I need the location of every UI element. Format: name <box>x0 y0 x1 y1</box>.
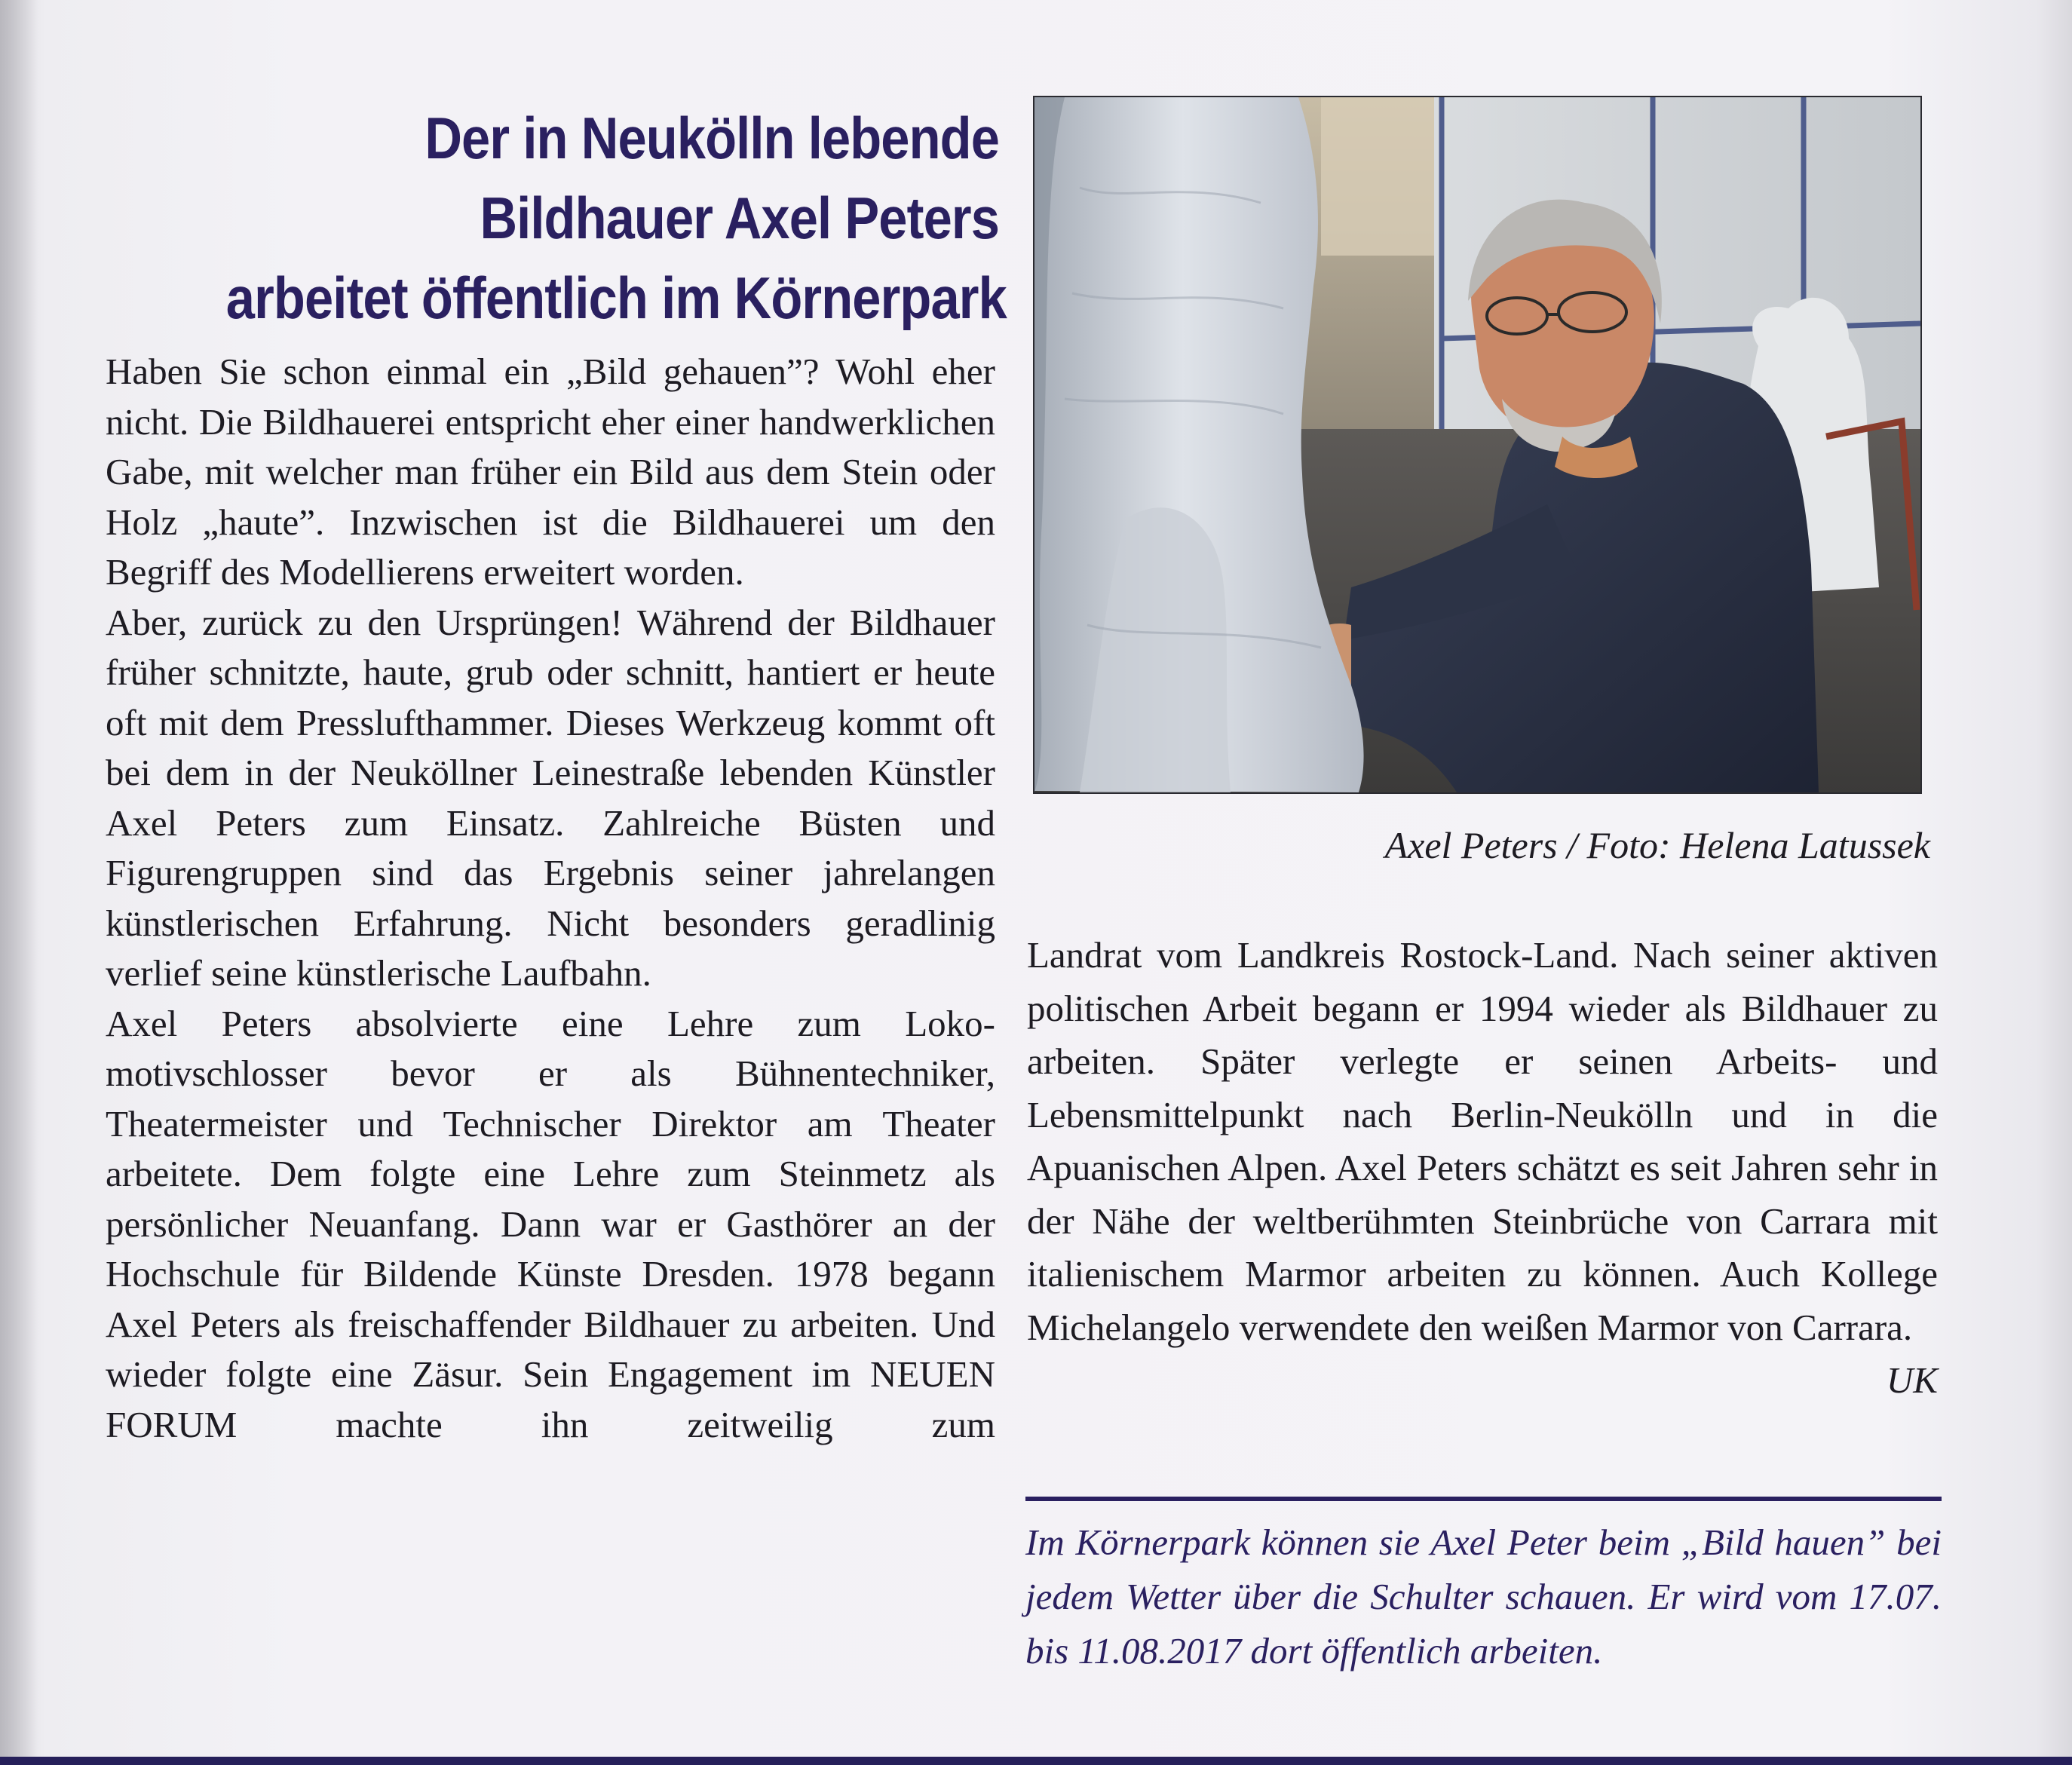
paragraph-intro: Haben Sie schon einmal ein „Bild gehauen”? Wohl eher nicht. Die Bildhauerei entspricht eher einer handwerklichen Gabe, mit welcher man früher ein Bild aus dem Stein oder Holz „haute”. Inzwischen ist die Bildhauerei um den Begriff des Modellierens erweitert worden. <box>106 351 995 593</box>
headline-line-3: arbeitet öffentlich im Körnerpark <box>225 265 1007 331</box>
event-note-box <box>1025 1515 1942 1678</box>
article-body-left-column <box>106 347 995 1450</box>
photo-illustration <box>1034 97 1920 792</box>
article-photo-sculptor <box>1033 96 1922 794</box>
paragraph-biography: Axel Peters absolvierte eine Lehre zum Lokomotivschlosser bevor er als Bühnentechniker, Theatermeister und Technischer Direktor am Theater arbeitete. Dem folgte eine Lehre zum Steinmetz als persönlicher Neuanfang. Dann war er Gasthörer an der Hochschule für Bildende Künste Dresden. 1978 begann Axel Peters als freischaffender Bildhauer zu arbeiten. Und wieder folgte eine Zäsur. Sein Engagement im NEUEN FORUM machte ihn zeitweilig zum <box>106 1002 995 1445</box>
article-headline <box>225 98 1007 338</box>
event-note-text: Im Körnerpark können sie Axel Peter beim „Bild hauen” bei jedem Wetter über die Schulter schauen. Er wird vom 17.07. bis 11.08.2017 dort öffentlich arbeiten. <box>1025 1521 1942 1672</box>
headline-line-2: Bildhauer Axel Peters <box>480 185 999 251</box>
headline-line-1: Der in Neukölln lebende <box>425 105 999 171</box>
continuation-text: Landrat vom Landkreis Rostock-Land. Nach seiner aktiven politischen Arbeit begann er 1994 wieder als Bildhauer zu arbeiten. Später verlegte er seinen Arbeits- und Lebensmittelpunkt nach Berlin-Neukölln und in die Apuanischen Alpen. Axel Peters schätzt es seit Jahren sehr in der Nähe der weltberühmten Steinbrüche von Carrara mit italienischem Marmor arbeiten zu können. Auch Kollege Michelangelo verwendete den weißen Marmor von Carrara. <box>1027 934 1938 1348</box>
paragraph-continuation <box>1027 929 1938 1401</box>
page-gutter-shadow <box>0 0 38 1765</box>
author-signature: UK <box>1886 1359 1938 1401</box>
article-body-right-column <box>1027 929 1938 1408</box>
section-divider <box>1025 1497 1942 1501</box>
photo-caption: Axel Peters / Foto: Helena Latussek <box>1384 824 1930 866</box>
page-bottom-bar <box>0 1757 2072 1765</box>
paragraph-origins: Aber, zurück zu den Ursprüngen! Während der Bildhauer früher schnitzte, haute, grub oder schnitt, hantiert er heute oft mit dem Presslufthammer. Dieses Werkzeug kommt oft bei dem in der Neuköllner Leinestraße lebenden Künstler Axel Peters zum Einsatz. Zahlreiche Büsten und Figurengruppen sind das Ergebnis seiner jahrelangen künstlerischen Erfahrung. Nicht besonders geradlinig verlief seine künstlerische Laufbahn. <box>106 601 995 994</box>
